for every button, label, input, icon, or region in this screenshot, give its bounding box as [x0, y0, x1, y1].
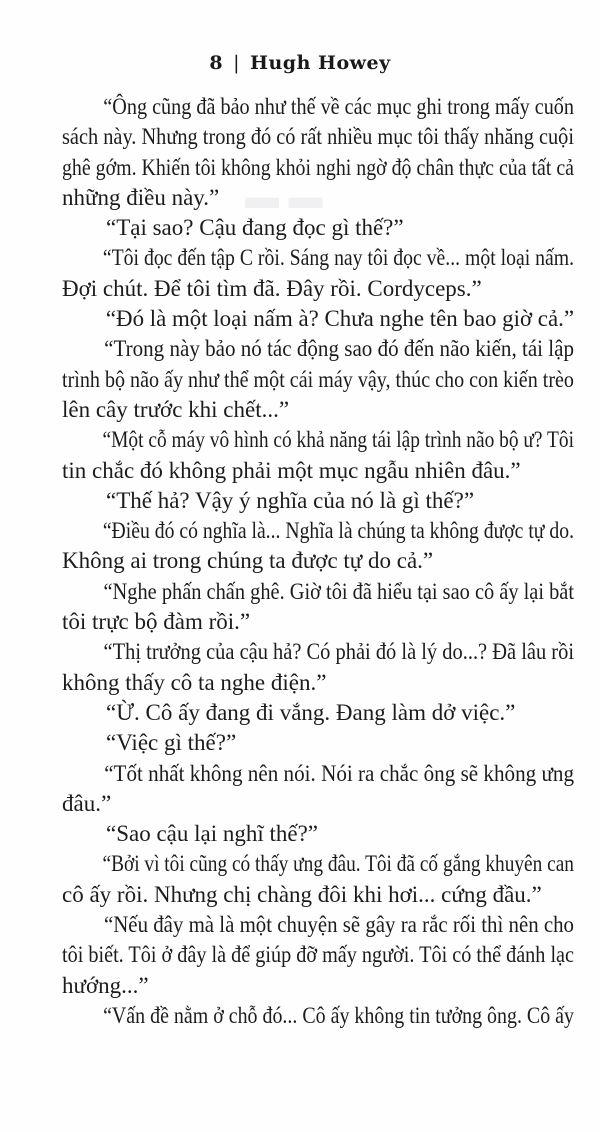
paragraph — [62, 910, 574, 1001]
text-line: lên cây trước khi chết...” — [62, 396, 290, 422]
paragraph — [62, 334, 574, 425]
text-line: đâu.” — [62, 790, 112, 816]
text-line: “Sao cậu lại nghĩ thế?” — [106, 821, 319, 847]
text-line: “Một cỗ máy vô hình có khả năng tái lập trình não bộ ư? Tôi — [102, 427, 574, 453]
text-line: “Điều đó có nghĩa là... Nghĩa là chúng ta không được tự do. — [102, 518, 575, 544]
text-line: hướng...” — [62, 972, 149, 998]
paragraph — [62, 637, 574, 698]
paragraph — [62, 213, 574, 243]
text-line: “Việc gì thế?” — [106, 730, 237, 756]
text-line: “Ừ. Cô ấy đang đi vắng. Đang làm dở việc.” — [106, 699, 516, 725]
page-number: 8 — [209, 52, 224, 74]
paragraph — [62, 92, 574, 213]
running-header — [0, 52, 600, 74]
text-line: “Bởi vì tôi cũng có thấy ưng đâu. Tôi đã cố gắng khuyên can — [102, 851, 574, 877]
paragraph — [62, 819, 574, 849]
paragraph — [62, 516, 574, 577]
bleed-through-text: ▬ ▬ — [245, 178, 323, 216]
text-line: cô ấy rồi. Nhưng chị chàng đôi khi hơi... cứng đầu.” — [62, 881, 542, 907]
text-line: sách này. Nhưng trong đó có rất nhiều mục tôi thấy nhăng cuội — [62, 124, 575, 150]
text-line: những điều này.” — [62, 184, 220, 210]
paragraph — [62, 304, 574, 334]
paragraph — [62, 486, 574, 516]
text-line: “Tôi đọc đến tập C rồi. Sáng nay tôi đọc về... một loại nấm. — [102, 245, 575, 271]
text-line: “Thị trưởng của cậu hả? Có phải đó là lý do...? Đã lâu rồi — [103, 639, 575, 665]
text-line: Đợi chút. Để tôi tìm đã. Đây rồi. Cordyceps.” — [62, 275, 482, 301]
text-line: trình bộ não ấy như thể một cái máy vậy, thúc cho con kiến trèo — [62, 366, 574, 392]
text-line: “Thế hả? Vậy ý nghĩa của nó là gì thế?” — [106, 487, 475, 513]
text-line: không thấy cô ta nghe điện.” — [62, 669, 327, 695]
text-line: “Ông cũng đã bảo như thế về các mục ghi trong mấy cuốn — [103, 94, 574, 119]
paragraph — [62, 243, 574, 304]
paragraph — [62, 698, 574, 728]
paragraph — [62, 425, 574, 486]
text-line: tôi trực bộ đàm rồi.” — [62, 609, 251, 635]
paragraph — [62, 759, 574, 820]
text-line: “Tại sao? Cậu đang đọc gì thế?” — [106, 215, 404, 241]
author-name: Hugh Howey — [250, 52, 391, 74]
paragraph — [62, 849, 574, 910]
text-line: Không ai trong chúng ta được tự do cả.” — [62, 548, 434, 574]
text-line: tôi biết. Tôi ở đây là để giúp đỡ mấy người. Tôi có thể đánh lạc — [62, 942, 575, 968]
text-line: “Vấn đề nằm ở chỗ đó... Cô ấy không tin tưởng ông. Cô ấy — [103, 1002, 574, 1028]
text-line: ghê gớm. Khiến tôi không khỏi nghi ngờ độ chân thực của tất cả — [62, 154, 574, 180]
text-line: “Nghe phấn chấn ghê. Giờ tôi đã hiểu tại sao cô ấy lại bắt — [103, 578, 575, 604]
header-separator: | — [233, 52, 241, 74]
text-line: “Trong này bảo nó tác động sao đó đến não kiến, tái lập — [104, 336, 575, 362]
paragraph — [62, 577, 574, 638]
body-text — [62, 92, 574, 1031]
text-line: “Nếu đây mà là một chuyện sẽ gây ra rắc rối thì nên cho — [103, 912, 575, 938]
paragraph — [62, 728, 574, 758]
text-line: “Tốt nhất không nên nói. Nói ra chắc ông sẽ không ưng — [104, 760, 575, 786]
text-line: “Đó là một loại nấm à? Chưa nghe tên bao giờ cả.” — [105, 306, 575, 332]
text-line: tin chắc đó không phải một mục ngẫu nhiên đâu.” — [62, 457, 521, 483]
paragraph — [62, 1001, 574, 1031]
